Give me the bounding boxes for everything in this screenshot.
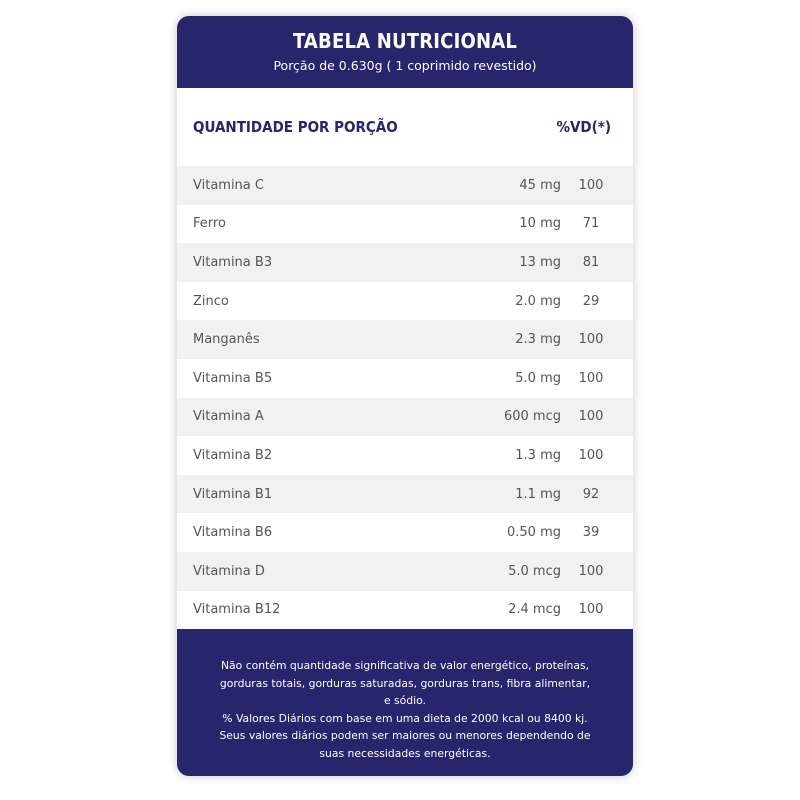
nutrient-name: Vitamina B5 — [193, 370, 273, 386]
nutrient-name: Vitamina B3 — [193, 254, 273, 270]
nutrient-name: Vitamina B6 — [193, 525, 273, 541]
table-row — [177, 282, 633, 321]
nutrient-dv: 100 — [578, 563, 604, 579]
nutrient-amount: 0.50 mg — [507, 525, 561, 541]
nutrient-dv: 92 — [582, 486, 600, 502]
nutrient-amount: 2.0 mg — [515, 293, 561, 309]
nutrient-dv: 100 — [578, 177, 604, 193]
nutrient-dv: 81 — [582, 254, 600, 270]
column-dv-label: %VD(*) — [556, 118, 611, 136]
nutrient-dv: 71 — [582, 216, 600, 232]
nutrient-amount: 5.0 mcg — [508, 563, 561, 579]
nutrient-dv: 100 — [578, 409, 604, 425]
table-row — [177, 205, 633, 244]
nutrient-amount: 45 mg — [519, 177, 561, 193]
column-quantity-label: QUANTIDADE POR PORÇÃO — [193, 118, 398, 136]
table-row — [177, 166, 633, 205]
table-row — [177, 243, 633, 282]
table-row — [177, 359, 633, 398]
table-row — [177, 591, 633, 630]
nutrient-name: Vitamina B12 — [193, 602, 281, 618]
nutrient-amount: 10 mg — [519, 216, 561, 232]
nutrient-amount: 1.3 mg — [515, 447, 561, 463]
table-title: TABELA NUTRICIONAL — [292, 29, 518, 53]
footnote-daily-values: % Valores Diários com base em uma dieta de 2000 kcal ou 8400 kj. Seus valores diários podem ser maiores ou menores dependendo de suas necessidades energéticas. — [219, 711, 591, 760]
nutrition-table-card — [177, 16, 633, 776]
nutrient-amount: 13 mg — [519, 254, 561, 270]
nutrient-amount: 2.4 mcg — [508, 602, 561, 618]
nutrient-amount: 2.3 mg — [515, 332, 561, 348]
nutrient-name: Vitamina A — [193, 409, 264, 425]
nutrient-list — [177, 166, 633, 629]
nutrient-name: Vitamina B2 — [193, 447, 273, 463]
nutrient-name: Vitamina B1 — [193, 486, 273, 502]
nutrient-dv: 100 — [578, 332, 604, 348]
table-row — [177, 398, 633, 437]
table-footnotes — [177, 629, 633, 776]
nutrient-amount: 5.0 mg — [515, 370, 561, 386]
column-header — [177, 88, 633, 166]
nutrient-name: Vitamina D — [193, 563, 265, 579]
nutrient-name: Ferro — [193, 216, 226, 232]
table-row — [177, 475, 633, 514]
nutrient-dv: 100 — [578, 447, 604, 463]
table-row — [177, 513, 633, 552]
table-row — [177, 436, 633, 475]
nutrient-dv: 100 — [578, 370, 604, 386]
table-row — [177, 320, 633, 359]
nutrient-name: Zinco — [193, 293, 229, 309]
nutrient-name: Manganês — [193, 332, 260, 348]
nutrient-dv: 39 — [582, 525, 600, 541]
nutrient-dv: 100 — [578, 602, 604, 618]
nutrient-dv: 29 — [582, 293, 600, 309]
nutrient-amount: 600 mcg — [503, 409, 561, 425]
nutrient-amount: 1.1 mg — [515, 486, 561, 502]
serving-size: Porção de 0.630g ( 1 coprimido revestido) — [273, 58, 537, 73]
nutrient-name: Vitamina C — [193, 177, 264, 193]
table-header — [177, 16, 633, 88]
table-row — [177, 552, 633, 591]
footnote-not-significant: Não contém quantidade significativa de valor energético, proteínas, gorduras totais, gorduras saturadas, gorduras trans, fibra alimentar, e sódio. — [219, 659, 591, 708]
